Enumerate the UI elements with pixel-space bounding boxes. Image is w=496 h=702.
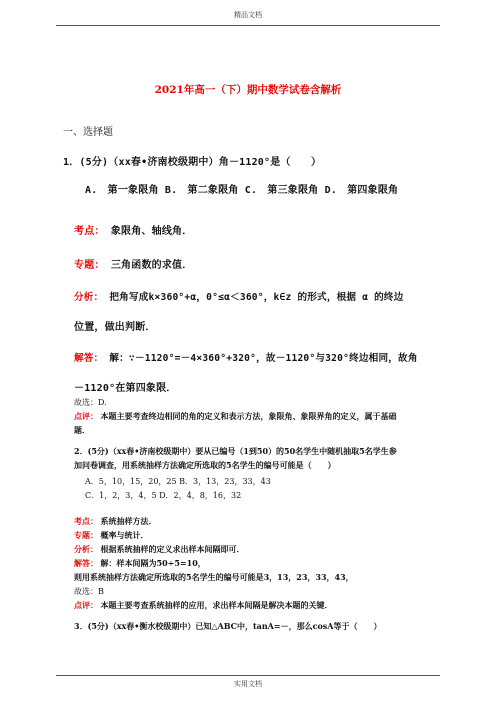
q1-point-label: 考点： [74, 226, 105, 237]
q1-solution-line2: －1120°在第四象限． [74, 383, 177, 394]
q2-topic-label: 专题： [74, 530, 98, 540]
q2-comment-row [74, 600, 333, 611]
q1-topic-row [74, 256, 192, 271]
q2-stem-line1: 2．(5分)（xx春•济南校级期中）要从已编号（1到50）的50名学生中随机抽取5名学生参 [74, 446, 397, 456]
q1-answer: 故选：D． [74, 398, 113, 407]
q2-point-label: 考点： [74, 516, 98, 526]
q1-solution-line1: 解：∵－1120°=－4×360°+320°，故－1120°与320°终边相同，故角 [109, 353, 418, 364]
q2-stem-line2: 加问卷调查，用系统抽样方法确定所选取的5名学生的编号可能是（ ） [74, 460, 336, 470]
q1-analysis-line1: 把角写成k×360°+α，0°≤α＜360°，k∈z 的形式，根据 α 的终边 [109, 292, 404, 303]
q1-options: A. 第一象限角 B. 第二象限角 C. 第三象限角 D. 第四象限角 [85, 185, 399, 196]
q1-topic-label: 专题： [74, 260, 105, 271]
q1-analysis-row [74, 289, 404, 303]
header-divider [56, 25, 440, 26]
q2-analysis-text: 根据系统抽样的定义求出样本间隔即可． [100, 544, 245, 554]
q1-comment-line2: 题． [74, 425, 90, 435]
q2-analysis-row [74, 544, 245, 555]
q2-point-text: 系统抽样方法． [100, 516, 157, 526]
q2-comment-text: 本题主要考查系统抽样的应用，求出样本间隔是解决本题的关键． [100, 600, 333, 610]
q1-analysis-line2: 位置，做出判断． [74, 322, 156, 333]
q2-solution-line2: 则用系统抽样方法确定所选取的5名学生的编号可能是3，13，23，33，43， [74, 572, 354, 582]
page-footer-label: 实用文档 [234, 680, 262, 688]
q1-solution-label: 解答： [74, 353, 104, 364]
q2-analysis-label: 分析： [74, 544, 98, 554]
q2-topic-row [74, 530, 149, 541]
q1-comment-label: 点评： [74, 411, 98, 421]
q2-comment-label: 点评： [74, 600, 98, 610]
page-title: 2021年高一（下）期中数学试卷含解析 [154, 84, 342, 96]
q1-solution-row [74, 350, 418, 364]
q2-answer: 故选：B [74, 587, 104, 596]
page-header-label: 精品文档 [234, 11, 262, 19]
q1-stem: 1．(5分)（xx春•济南校级期中）角－1120°是（ ） [63, 157, 322, 168]
q1-analysis-label: 分析： [74, 292, 104, 303]
q2-options-line2: C．1，2，3，4，5 D．2，4，8，16，32 [85, 491, 242, 500]
q3-stem: 3．(5分)（xx春•衡水校级期中）已知△ABC中，tanA=－，那么cosA等于（ ） [74, 621, 382, 631]
q2-solution-line1: 解：样本间隔为50÷5=10， [100, 558, 206, 568]
q1-comment-row [74, 411, 397, 422]
q2-topic-text: 概率与统计． [100, 530, 149, 540]
q2-solution-row [74, 558, 206, 569]
footer-divider [56, 675, 440, 676]
section-heading: 一、选择题 [63, 127, 113, 138]
q2-solution-label: 解答： [74, 558, 98, 568]
q1-point-row [74, 222, 192, 237]
q2-options-line1: A．5，10，15，20，25 B．3，13，23，33，43 [85, 477, 271, 486]
q2-point-row [74, 516, 157, 527]
q1-comment-line1: 本题主要考查终边相同的角的定义和表示方法，象限角、象限界角的定义，属于基础 [100, 411, 397, 421]
q1-topic-text: 三角函数的求值． [110, 260, 193, 271]
q1-point-text: 象限角、轴线角． [110, 226, 193, 237]
